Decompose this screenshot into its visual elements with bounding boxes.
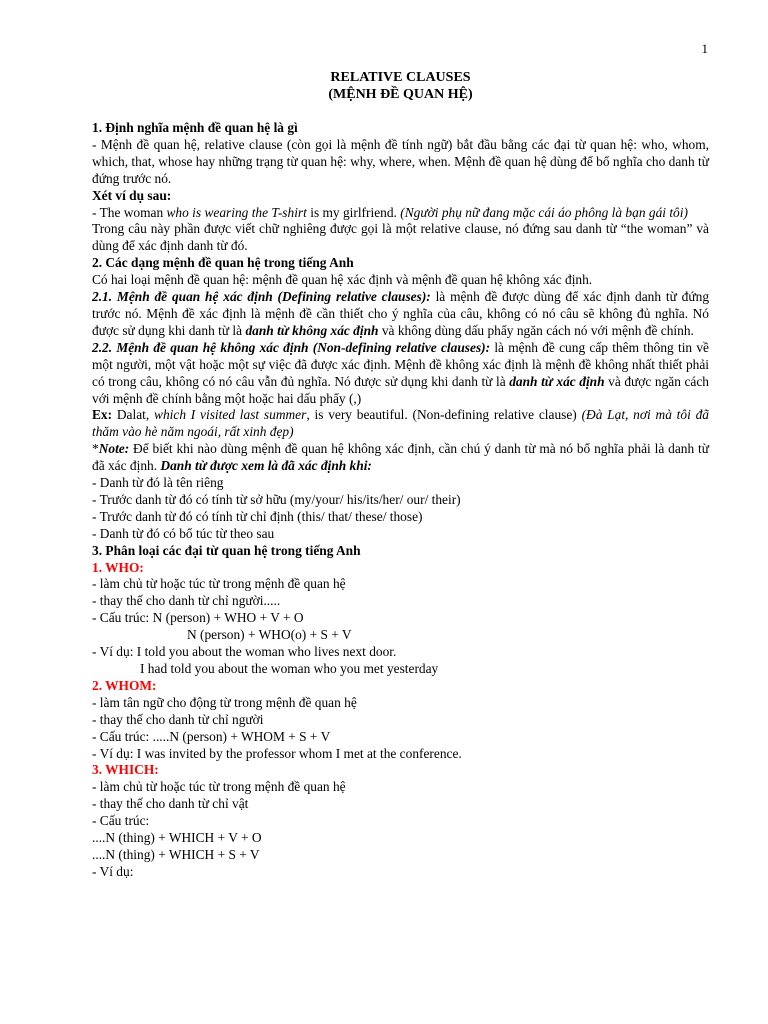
non-defining-clause-paragraph: 2.2. Mệnh đề quan hệ không xác định (Non-defining relative clauses): là mệnh đề cung cấp thêm thông tin về một người, một vật hoặc một sự việc đã được xác định. Mệnh đề không xác định là mệnh đề không nhất thiết phải có trong câu, không có nó câu vẫn đủ nghĩa. Nó được sử dụng khi danh từ là danh từ xác định và được ngăn cách với mệnh đề chính bằng một hoặc hai dấu phẩy (,): [92, 339, 710, 406]
example-explanation: Trong câu này phần được viết chữ nghiêng được gọi là một relative clause, nó đứng sau danh từ “the woman” và dùng để xác định danh từ đó.: [92, 221, 709, 254]
which-title: 3. WHICH:: [92, 762, 159, 778]
list-item: - Ví dụ: I was invited by the professor whom I met at the conference.: [92, 745, 462, 761]
list-item: - Ví dụ: I told you about the woman who lives next door.: [92, 644, 397, 660]
list-item: - Trước danh từ đó có tính từ chỉ định (this/ that/ these/ those): [92, 508, 423, 524]
non-defining-example: Ex: Dalat, which I visited last summer, is very beautiful. (Non-defining relative clause) (Đà Lạt, nơi mà tôi đã thăm vào hè năm ngoái, rất xinh đẹp): [92, 407, 709, 440]
list-item: - Trước danh từ đó có tính từ sở hữu (my/your/ his/its/her/ our/ their): [92, 491, 461, 507]
list-item: ....N (thing) + WHICH + V + O: [92, 830, 262, 846]
section-1-heading: 1. Định nghĩa mệnh đề quan hệ là gì: [92, 120, 298, 135]
example-sentence: - The woman who is wearing the T-shirt is my girlfriend. (Người phụ nữ đang mặc cái áo phông là bạn gái tôi): [92, 204, 688, 220]
section-2-heading: 2. Các dạng mệnh đề quan hệ trong tiếng Anh: [92, 255, 354, 271]
list-item: - làm chủ từ hoặc túc từ trong mệnh đề quan hệ: [92, 576, 346, 592]
list-item: - Cấu trúc: N (person) + WHO + V + O: [92, 610, 304, 626]
list-item: - làm tân ngữ cho động từ trong mệnh đề quan hệ: [92, 694, 357, 710]
example-label: Xét ví dụ sau:: [92, 187, 172, 203]
list-item: ....N (thing) + WHICH + S + V: [92, 846, 260, 862]
document-subtitle: (MỆNH ĐỀ QUAN HỆ): [328, 87, 473, 102]
page-number: 1: [701, 41, 708, 56]
document-title: RELATIVE CLAUSES: [330, 70, 471, 85]
list-item: N (person) + WHO(o) + S + V: [187, 627, 352, 643]
list-item: - thay thế cho danh từ chỉ người: [92, 711, 264, 727]
note-paragraph: *Note: Để biết khi nào dùng mệnh đề quan hệ không xác định, cần chú ý danh từ mà nó bổ nghĩa phải là danh từ đã xác định. Danh từ được xem là đã xác định khi:: [92, 441, 709, 474]
list-item: I had told you about the woman who you met yesterday: [140, 661, 439, 676]
list-item: - thay thế cho danh từ chỉ vật: [92, 796, 249, 812]
section-1-definition: - Mệnh đề quan hệ, relative clause (còn gọi là mệnh đề tính ngữ) bắt đầu bằng các đại từ quan hệ: who, whom, which, that, whose hay những trạng từ quan hệ: why, where, when. Mệnh đề quan hệ dùng để bổ nghĩa cho danh từ đứng trước nó.: [92, 136, 710, 186]
list-item: - Cấu trúc: .....N (person) + WHOM + S + V: [92, 728, 331, 744]
document-body: [92, 69, 709, 881]
list-item: - làm chủ từ hoặc túc từ trong mệnh đề quan hệ: [92, 779, 346, 795]
defining-clause-paragraph: 2.1. Mệnh đề quan hệ xác định (Defining relative clauses): là mệnh đề được dùng để xác định danh từ đứng trước nó. Mệnh đề xác định là mệnh đề cần thiết cho ý nghĩa của câu, không có nó câu sẽ không đủ nghĩa. Nó được sử dụng khi danh từ là danh từ không xác định và không dùng dấu phẩy ngăn cách nó với mệnh đề chính.: [92, 289, 710, 338]
list-item: - Cấu trúc:: [92, 813, 150, 829]
who-title: 1. WHO:: [92, 559, 144, 575]
section-3-heading: 3. Phân loại các đại từ quan hệ trong tiếng Anh: [92, 542, 361, 558]
section-2-intro: Có hai loại mệnh đề quan hệ: mệnh đề quan hệ xác định và mệnh đề quan hệ không xác định.: [92, 272, 593, 288]
list-item: - Ví dụ:: [92, 863, 134, 879]
list-item: - thay thế cho danh từ chỉ người.....: [92, 593, 281, 609]
list-item: - Danh từ đó có bổ túc từ theo sau: [92, 525, 275, 541]
list-item: - Danh từ đó là tên riêng: [92, 475, 224, 491]
whom-title: 2. WHOM:: [92, 677, 157, 693]
